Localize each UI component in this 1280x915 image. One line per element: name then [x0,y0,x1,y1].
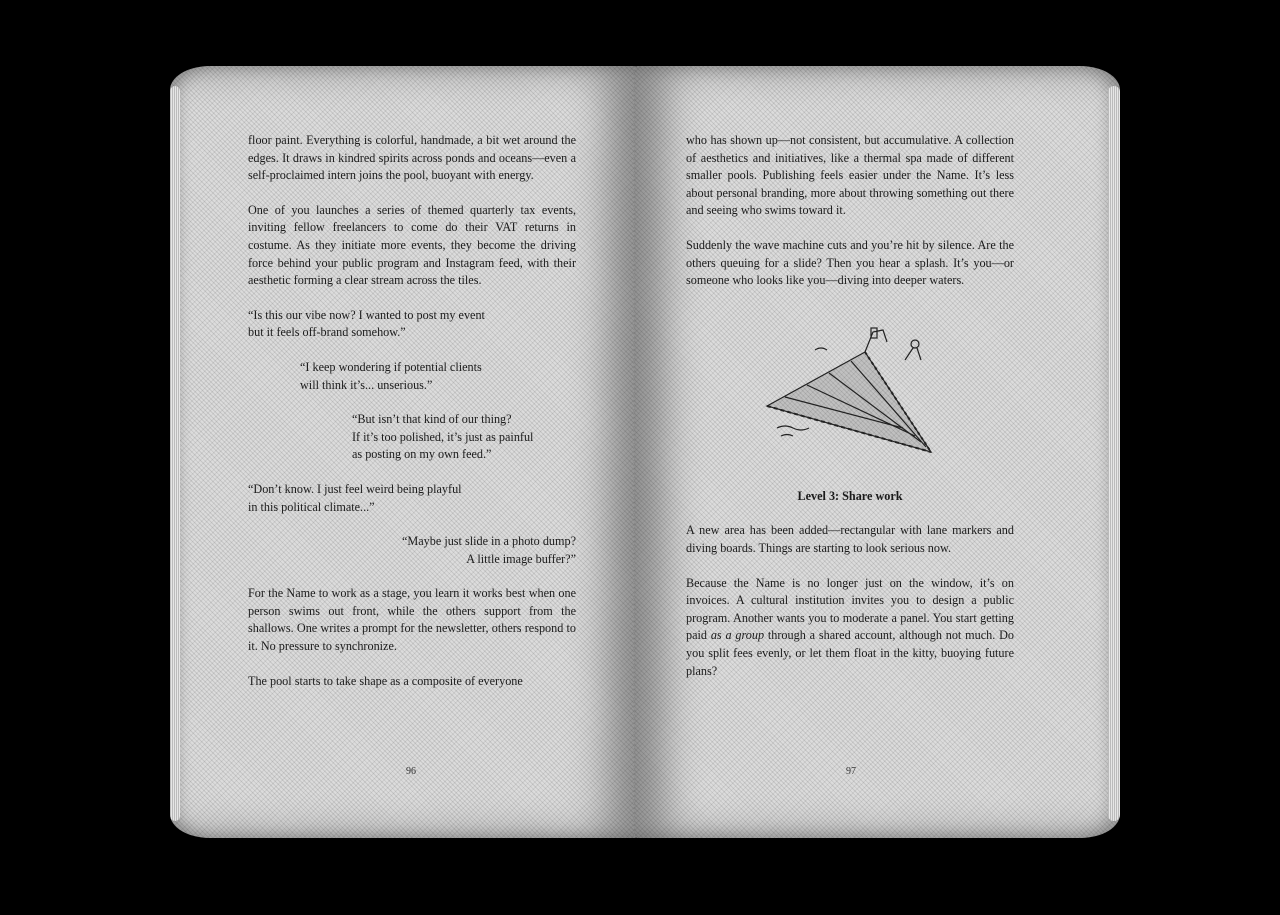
right-paragraph-4 [686,575,1014,681]
left-page-number: 96 [406,766,416,777]
dialog-line-1: “Is this our vibe now? I wanted to post my event but it feels off-brand somehow.” [248,307,485,340]
section-heading: Level 3: Share work [797,488,903,503]
dialog-line-2: “I keep wondering if potential clients will think it’s... unserious.” [300,359,482,392]
left-text-column [248,132,576,707]
right-page-edge [1108,86,1120,821]
right-text-column [686,132,1014,697]
pool-illustration-icon [755,320,945,470]
right-paragraph-4-end: through a shared account, although not much. Do you split fees evenly, or let them float in the kitty, buoying future plans? [686,628,1014,678]
right-paragraph-1: who has shown up—not consistent, but accumulative. A collection of aesthetics and initiatives, like a thermal spa made of different smaller pools. Publishing feels easier under the Name. It’s less about personal branding, more about throwing something out there and seeing who swims toward it. [686,133,1014,218]
right-paragraph-3: A new area has been added—rectangular with lane markers and diving boards. Things are starting to look serious now. [686,523,1014,555]
right-paragraph-4-start: Because the Name is no longer just on the window, it’s on invoices. A cultural institution invites you to design a public program. Another wants you to moderate a panel. You start getting paid [686,575,1014,643]
left-paragraph-4: The pool starts to take shape as a composite of everyone [248,673,523,688]
left-paragraph-1: floor paint. Everything is colorful, handmade, a bit wet around the edges. It draws in kindred spirits across ponds and oceans—even a self-proclaimed intern joins the pool, buoyant with energy. [248,133,576,183]
dialog-line-4: “Don’t know. I just feel weird being playful in this political climate...” [248,481,462,514]
left-page [170,66,638,838]
dialog-line-3: “But isn’t that kind of our thing? If it’s too polished, it’s just as painful as posting on my own feed.” [352,412,534,462]
right-page [634,66,1120,838]
right-paragraph-2: Suddenly the wave machine cuts and you’re hit by silence. Are the others queuing for a slide? Then you hear a splash. It’s you—or someone who looks like you—diving into deeper waters. [686,237,1014,288]
dialog-line-5: “Maybe just slide in a photo dump? A little image buffer?” [402,534,576,566]
left-paragraph-2: One of you launches a series of themed quarterly tax events, inviting fellow freelancers to come do their VAT returns in costume. As they initiate more events, they become the driving force behind your public program and Instagram feed, with their aesthetic forming a clear stream across the tiles. [248,202,576,288]
right-page-number: 97 [846,766,856,777]
left-paragraph-3: For the Name to work as a stage, you learn it works best when one person swims out front, while the others support from the shallows. One writes a prompt for the newsletter, others respond to it. No pressure to synchronize. [248,586,576,654]
open-book [170,66,1120,838]
right-paragraph-4-italic: as a group [710,628,765,643]
left-page-edge [170,86,180,821]
